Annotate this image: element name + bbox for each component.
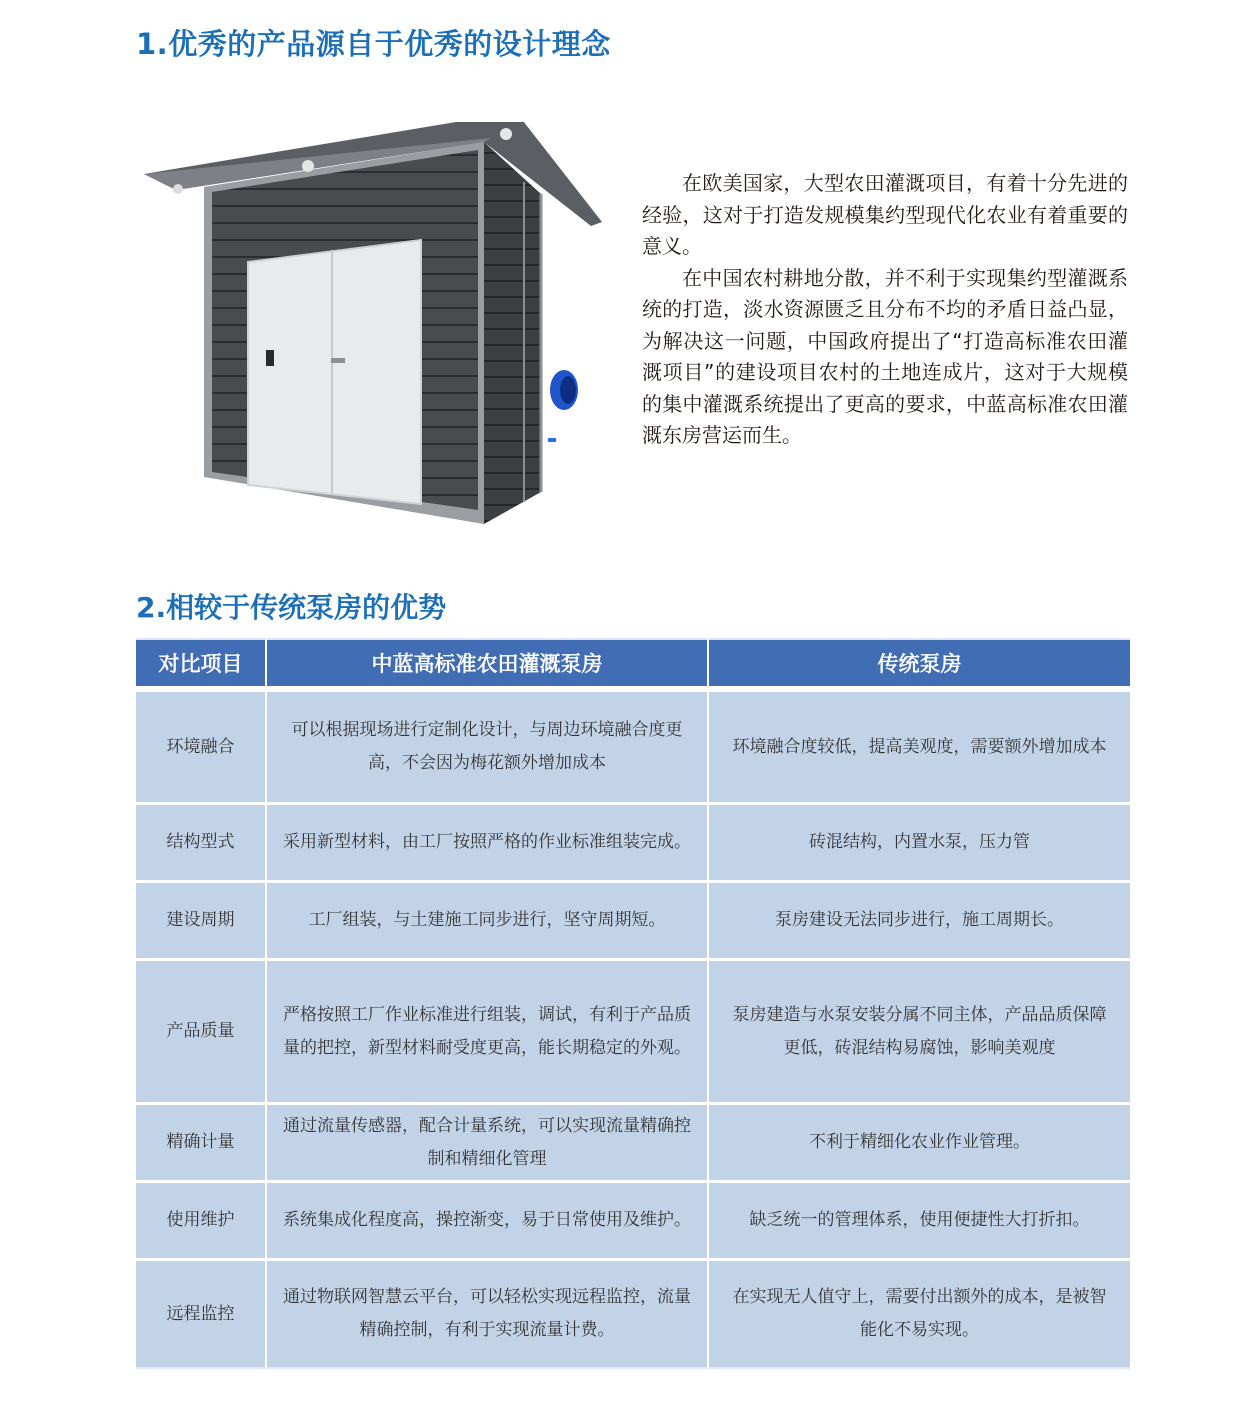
header-traditional: 传统泵房 (709, 638, 1130, 686)
row-zhonglan: 系统集成化程度高，操控渐变，易于日常使用及维护。 (267, 1183, 709, 1261)
intro-text (642, 168, 1128, 452)
row-traditional: 在实现无人值守上，需要付出额外的成本，是被智能化不易实现。 (709, 1261, 1130, 1369)
row-traditional: 泵房建设无法同步进行，施工周期长。 (709, 883, 1130, 961)
intro-paragraph-1: 在欧美国家，大型农田灌溉项目，有着十分先进的经验，这对于打造发规模集约型现代化农业有着重要的意义。 (642, 171, 1128, 258)
row-zhonglan: 工厂组装，与土建施工同步进行，坚守周期短。 (267, 883, 709, 961)
intro-paragraph-2: 在中国农村耕地分散，并不利于实现集约型灌溉系统的打造，淡水资源匮乏且分布不均的矛盾日益凸显，为解决这一问题，中国政府提出了“打造高标准农田灌溉项目”的建设项目农村的土地连成片，这对于大规模的集中灌溉系统提出了更高的要求，中蓝高标准农田灌溉东房营运而生。 (642, 265, 1128, 447)
table-row (136, 1261, 1130, 1369)
table-row (136, 883, 1130, 961)
row-item: 建设周期 (136, 883, 267, 961)
row-zhonglan: 采用新型材料，由工厂按照严格的作业标准组装完成。 (267, 805, 709, 883)
header-zhonglan: 中蓝高标准农田灌溉泵房 (267, 638, 709, 686)
table-row (136, 692, 1130, 805)
row-item: 远程监控 (136, 1261, 267, 1369)
row-traditional: 泵房建造与水泵安装分属不同主体，产品品质保障更低，砖混结构易腐蚀，影响美观度 (709, 961, 1130, 1105)
row-item: 环境融合 (136, 692, 267, 805)
row-zhonglan: 通过流量传感器，配合计量系统，可以实现流量精确控制和精细化管理 (267, 1105, 709, 1183)
table-header-row (136, 638, 1130, 686)
row-zhonglan: 通过物联网智慧云平台，可以轻松实现远程监控，流量精确控制，有利于实现流量计费。 (267, 1261, 709, 1369)
row-zhonglan: 可以根据现场进行定制化设计，与周边环境融合度更 高，不会因为梅花额外增加成本 (267, 692, 709, 805)
table-row (136, 805, 1130, 883)
pump-house-image (136, 122, 606, 534)
comparison-table (136, 638, 1130, 1369)
row-item: 精确计量 (136, 1105, 267, 1183)
table-row (136, 1105, 1130, 1183)
row-item: 结构型式 (136, 805, 267, 883)
row-zhonglan: 严格按照工厂作业标准进行组装，调试，有利于产品质量的把控，新型材料耐受度更高，能长期稳定的外观。 (267, 961, 709, 1105)
section2-title: 2.相较于传统泵房的优势 (136, 591, 447, 624)
table-row (136, 961, 1130, 1105)
row-item: 产品质量 (136, 961, 267, 1105)
section1-title: 1.优秀的产品源自于优秀的设计理念 (136, 27, 611, 61)
row-traditional: 缺乏统一的管理体系，使用便捷性大打折扣。 (709, 1183, 1130, 1261)
row-traditional: 砖混结构，内置水泵，压力管 (709, 805, 1130, 883)
table-row (136, 1183, 1130, 1261)
header-item: 对比项目 (136, 638, 267, 686)
row-traditional: 不利于精细化农业作业管理。 (709, 1105, 1130, 1183)
row-item: 使用维护 (136, 1183, 267, 1261)
row-traditional: 环境融合度较低，提高美观度，需要额外增加成本 (709, 692, 1130, 805)
